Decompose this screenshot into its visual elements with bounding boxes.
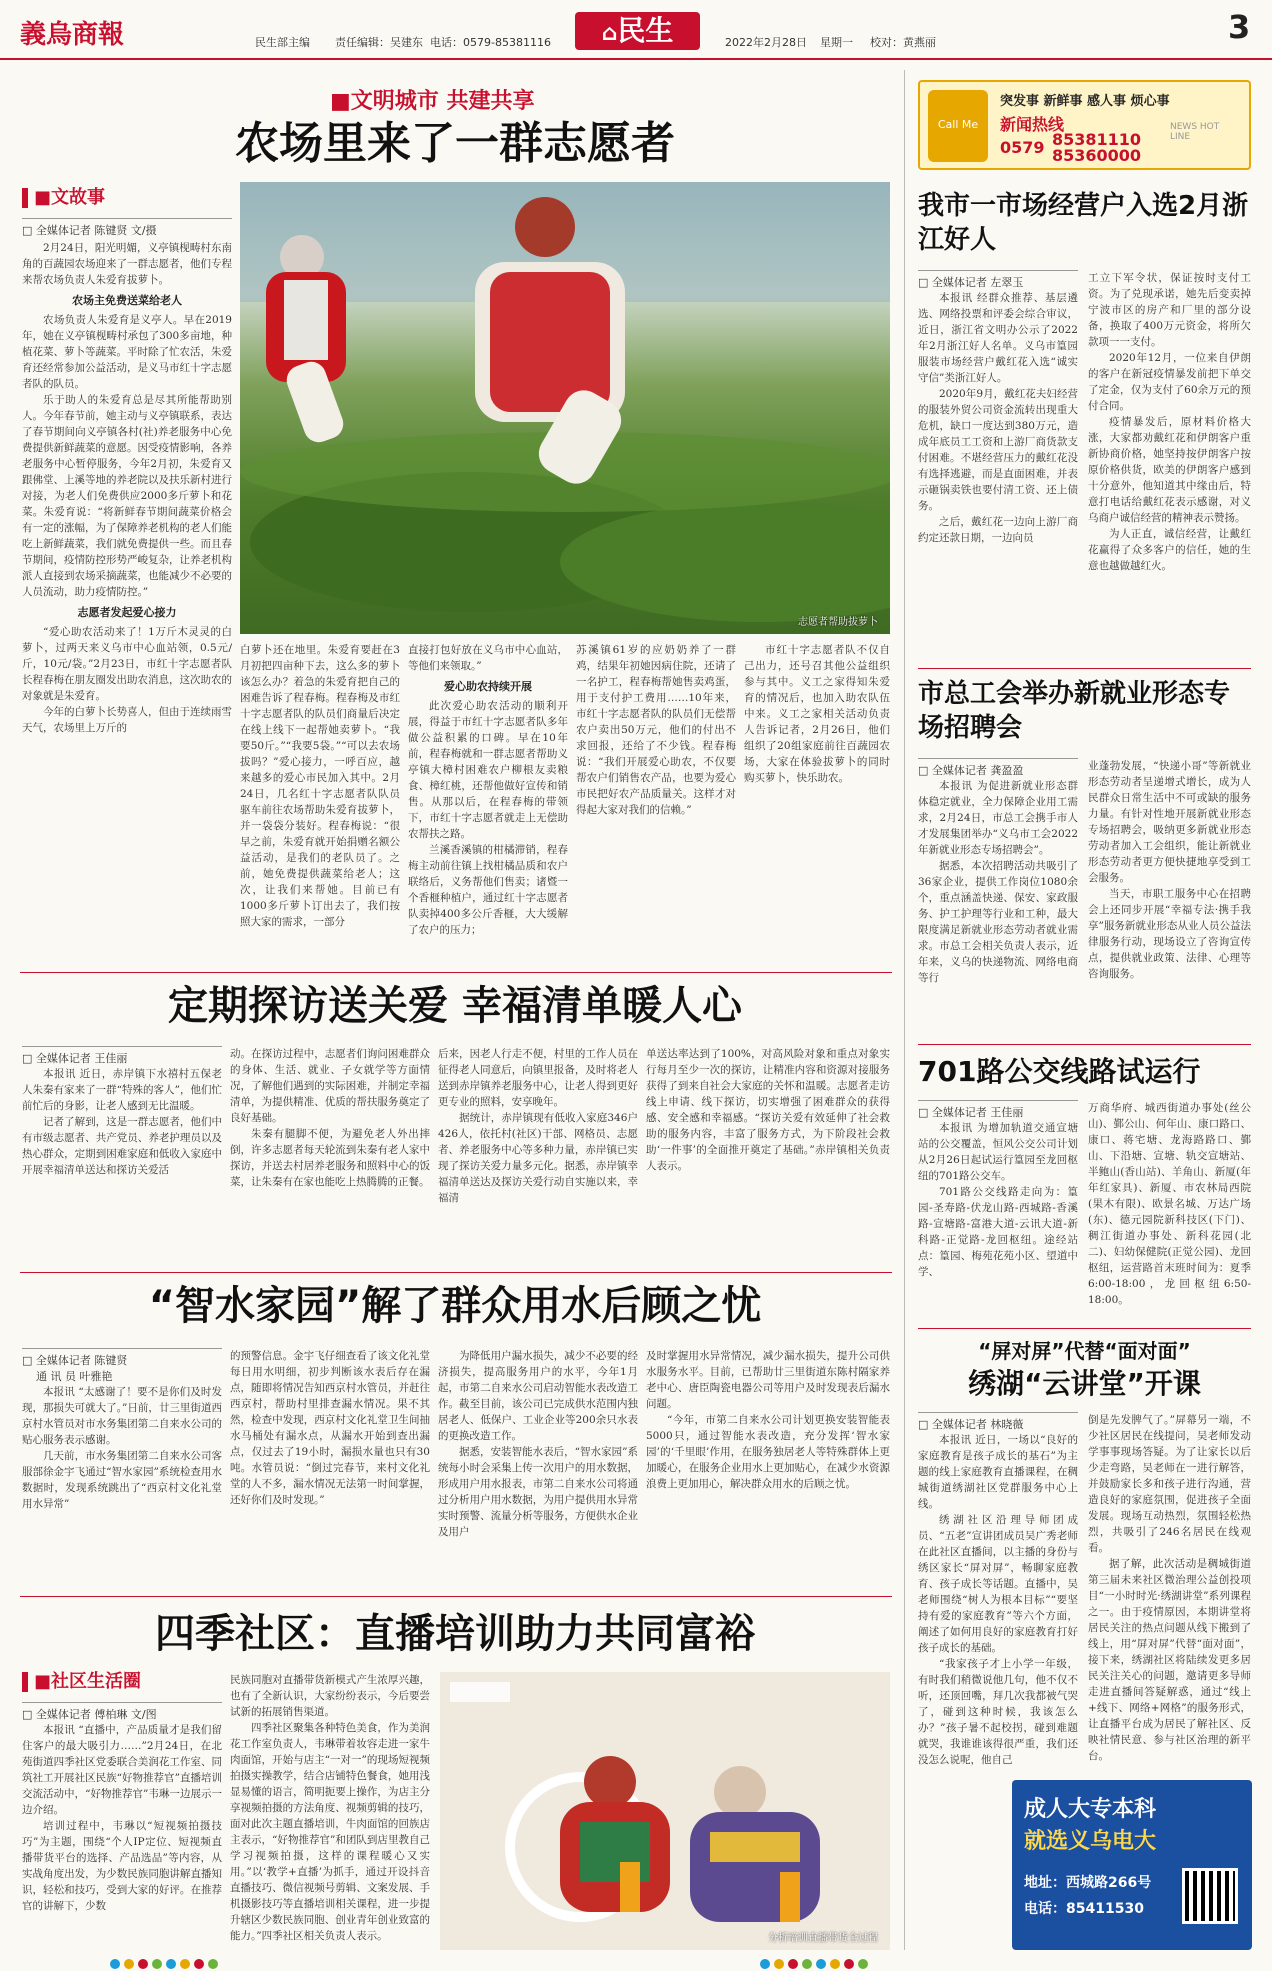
- right-article1-byline: □ 全媒体记者 左翠玉: [918, 270, 1078, 290]
- right-article4-paragraph: 据了解，此次活动是稠城街道第三届未来社区微治理公益创投项目“一小时时光·绣湖讲堂”系列课程之一。由于疫情原因，本期讲堂将居民关注的热点问题从线下搬到了线上，用“屏对屏”代替“面对面”，接下来，绣湖社区将陆续发更多居民关注关心的问题，邀请更多导师走进直播间答疑解惑，通过“线上+线下、网络+网格”的服务形式，让直播平台成为居民了解社区、反映社情民意、参与社区治理的新平台。: [1088, 1558, 1251, 1762]
- square-icon: □: [22, 1052, 36, 1065]
- article2-paragraph: 朱秦有腿脚不便，为避免老人外出摔倒，许多志愿者每天轮流到朱秦有老人家中探访，并送去村居养老服务和照料中心的饭菜，让朱秦有在家也能吃上热腾腾的正餐。: [230, 1128, 430, 1188]
- section-title: ⌂民生: [575, 12, 700, 50]
- article3-paragraph: 本报讯 “太感谢了！要不是你们及时发现，那损失可就大了。”日前，廿三里街道西京村水管员对市水务集团第二自来水公司的贴心服务表示感谢。: [22, 1386, 222, 1446]
- article4-paragraph: 本报讯 “直播中，产品质量才是我们留住客户的最大吸引力……”2月24日，在北苑街道四季社区党委联合美润花工作室、同筑社工开展社区民族“好物推荐官”直播培训交流活动中，“好物推荐官”韦琳一边展示一边介绍。: [22, 1724, 222, 1816]
- square-icon: □: [22, 1354, 36, 1367]
- article1-kicker: ■文明城市 共建共享: [330, 89, 535, 114]
- article4-paragraph: 培训过程中，韦琳以“短视频拍摄技巧”为主题，围绕“个人IP定位、短视频直播带货平台的选择、产品选品”等内容，从实战角度出发，为少数民族同胞讲解直播知识，轻松和技巧，受到大家的好评。在推荐官的讲解下，少数: [22, 1820, 222, 1912]
- article4-column-2: [230, 1672, 430, 1950]
- hotline-number-2: 85360000: [1052, 146, 1142, 165]
- right-article1-paragraph: 之后，戴红花一边向上游厂商约定还款日期，一边向员: [918, 516, 1078, 544]
- right-article2-headline: 市总工会举办新就业形态专场招聘会: [918, 679, 1231, 743]
- footer-dots-left: [110, 1954, 222, 1971]
- volunteers-photo: [240, 182, 890, 634]
- right-article3-paragraph: 万商华府、城西街道办事处(丝公山)、鄞公山、何年山、康口路口、康口、蒋宅塘、龙海路路口、鄞山、下沿塘、宣塘、轨交宣塘站、半鲍山(香山站)、羊角山、新厦(年年红家具)、新厦、市农林局西院(果木有限)、欧景名城、万达广场(东)、德元园院新科技区(下门)、稠江街道办事处、新科花园(北二)、妇幼保健院(正觉公园)、龙回枢纽，运营路首末班时间为：夏季6:00-18:00，龙回枢纽6:50-18:00。: [1088, 1102, 1251, 1306]
- right-article1-column-2: [1088, 270, 1251, 660]
- right-article2-byline: □ 全媒体记者 龚盈盈: [918, 758, 1078, 778]
- article1-paragraph: 乐于助人的朱爱育总是尽其所能帮助别人。今年春节前，她主动与义亭镇联系，表达了春节期间向义亭镇各村(社)养老服务中心免费提供新鲜蔬菜的意愿。因受疫情影响，各养老服务中心暂停服务，今年2月初，朱爱育又跟佛堂、上溪等地的养老院以及扶乐新村进行对接，为老人们免费供应2000多斤萝卜和花菜。朱爱育说：“将新鲜春节期间蔬菜价格会有一定的涨幅，为了保障养老机构的老人们能吃上新鲜蔬菜，我们就免费提供一些。而且春节期间，疫情防控形势严峻复杂，让养老机构派人直接到农场采摘蔬菜，也能减少不必要的人员流动，助力疫情防控。”: [22, 394, 232, 598]
- right-article1-paragraph: 本报讯 经群众推荐、基层遴选、网络投票和评委会综合审议，近日，浙江省文明办公示了2022年2月浙江好人名单。义乌市篁园服装市场经营户戴红花入选“诚实守信”类浙江好人。: [918, 292, 1078, 384]
- right-article4-column-2: [1088, 1412, 1251, 1772]
- article3-column-3: [438, 1348, 638, 1584]
- article1-paragraph: 2月24日，阳光明媚，义亭镇枧畴村东南角的百蔬园农场迎来了一群志愿者，他们专程来帮农场负责人朱爱育拔萝卜。: [22, 242, 232, 286]
- article3-paragraph: 的预警信息。金宇飞仔细查看了该文化礼堂每日用水明细，初步判断该水表后存在漏点，随即将情况告知西京村水管员，并赶往西京村，帮助村里排查漏水情况。果不其然，检查中发现，西京村文化礼堂卫生间抽水马桶处有漏水点，从漏水开始到查出漏点，仅过去了19小时，漏损水量也只有30吨。水管员说：“倒过完春节，来村文化礼堂的人不多，漏水情况无法第一时间掌握，还好你们及时发现。”: [230, 1350, 430, 1506]
- phone-icon: Call Me: [928, 90, 988, 162]
- article1-paragraph: 市红十字志愿者队不仅自己出力，还号召其他公益组织参与其中。义工之家得知朱爱育的情况后，也加入助农队伍中来。义工之家相关活动负责人告诉记者，2月26日，他们组织了20组家庭前往百蔬园农场，大家在体验拔萝卜的同时购买萝卜，快乐助农。: [744, 644, 890, 784]
- right-article1-column-1: [918, 290, 1078, 660]
- hotline-label: 新闻热线: [1000, 115, 1065, 134]
- right-article2-paragraph: 当天，市职工服务中心在招聘会上还同步开展“幸福专法·携手我享”服务新就业形态从业人员公益法律服务行动，现场设立了咨询宣传点，提供就业政策、法律、心理等咨询服务。: [1088, 888, 1251, 980]
- right-article4-byline: □ 全媒体记者 林晓薇: [918, 1412, 1078, 1432]
- article1-column-tag: ■文故事: [22, 188, 105, 208]
- right-article2-paragraph: 业蓬勃发展，“快递小哥”等新就业形态劳动者呈递增式增长，成为人民群众日常生活中不可或缺的服务力量。有针对性地开展新就业形态专场招聘会，吸纳更多新就业形态劳动者加入工会组织，能让新就业形态劳动者更方便快捷地享受到工会服务。: [1088, 760, 1251, 884]
- square-icon: □: [918, 764, 932, 777]
- right-article4-paragraph: 绣湖社区沿理导师团成员、“五老”宣讲团成员吴广秀老师在此社区直播间，以主播的身份与绣区家长“屏对屏”，畅聊家庭教育、孩子成长等话题。直播中，吴老师围绕“树人为根本目标”“要坚持有爱的家庭教育”等六个方面，阐述了如何用良好的家庭教育打好孩子成长的基础。: [918, 1514, 1078, 1654]
- right-article1-paragraph: 2020年9月，戴红花夫妇经营的服装外贸公司资金流转出现重大危机，缺口一度达到380万元，造成年底员工工资和上游厂商货款支付困难。不堪经营压力的戴红花没有选择逃避，而是直面困难，并表示砸锅卖铁也要付清工资、还上债务。: [918, 388, 1078, 512]
- right-article2-paragraph: 本报讯 为促进新就业形态群体稳定就业，全力保障企业用工需求，2月24日，市总工会携手市人才发展集团举办“义乌市工会2022年新就业形态专场招聘会”。: [918, 780, 1078, 856]
- hotline-area-code: 0579: [1000, 138, 1045, 157]
- article4-byline: □ 全媒体记者 傅柏琳 文/图: [22, 1702, 222, 1722]
- article1-headline: 农场里来了一群志愿者: [235, 118, 675, 169]
- article2-column-2: [230, 1046, 430, 1266]
- right-article2-paragraph: 据悉，本次招聘活动共吸引了36家企业，提供工作岗位1080余个，重点涵盖快递、保安、家政服务、护工护理等行业和工种，最大限度满足新就业形态劳动者就业需求。市总工会相关负责人表示，近年来，义乌的快递物流、网络电商等行: [918, 860, 1078, 984]
- footer-dots-right: [760, 1954, 872, 1971]
- right-article4-paragraph: 本报讯 近日，一场以“良好的家庭教育是孩子成长的基石”为主题的线上家庭教育直播课程，在稠城街道绣湖社区党群服务中心上线。: [918, 1434, 1078, 1510]
- article3-headline: “智水家园”解了群众用水后顾之忧: [148, 1283, 762, 1329]
- proofreader: 校对：黄燕丽: [870, 36, 936, 49]
- right-article4-paragraph: “我家孩子才上小学一年级，有时我们稍微说他几句，他不仅不听，还顶回嘴，拜几次我都被气哭了，碰到这种时候，我该怎么办？”孩子暑不起校拐，碰到难题就哭，我谁谁该得很严重，我们还没怎么说呢，他自己: [918, 1658, 1078, 1766]
- article1-paragraph: 今年的白萝卜长势喜人，但由于连续雨雪天气，农场里上万斤的: [22, 706, 232, 734]
- article3-paragraph: 几天前，市水务集团第二自来水公司客服部徐金宇飞通过“智水家园”系统检查用水数据时，发现系统跳出了“西京村文化礼堂用水异常”: [22, 1450, 222, 1510]
- divider: [20, 1272, 892, 1273]
- square-icon: □: [918, 1418, 932, 1431]
- article4-column-tag: ■社区生活圈: [22, 1672, 141, 1692]
- article1-paragraph: 直接打包好放在义乌市中心血站，等他们来领取。”: [408, 644, 568, 672]
- article1-subhead-3: 爱心助农持续开展: [444, 680, 532, 693]
- article2-paragraph: 单送达率达到了100%，对高风险对象和重点对象实行每月至少一次的探访，让精准内容和资源对接服务获得了到来自社会大家庭的关怀和温暖。志愿者走访线上申请、线下探访，切实增强了困难群众的获得感、安全感和幸福感。“探访关爱有效延伸了社会救助的服务内容，丰富了服务方式，为下阶段社会救助‘一件事’的全面推开奠定了基础。”赤岸镇相关负责人表示。: [646, 1048, 890, 1172]
- article1-paragraph: 兰溪香溪镇的柑橘滞销，程春梅主动前往镇上找柑橘品质和农户联络后，义务帮他们售卖；诸暨一个香榧种植户，通过红十字志愿者队卖掉400多公斤香榧，大大缓解了农户的压力；: [408, 844, 568, 936]
- article4-column-1: [22, 1722, 222, 1950]
- column-divider: [904, 70, 905, 1950]
- right-article1-paragraph: 疫情暴发后，原材料价格大涨，大家都劝戴红花和伊朗客户重新协商价格，她坚持按伊朗客户按原价格供货，欧美的伊朗客户感到十分意外，他知道其中缘由后，特意打电话给戴红花表示感谢，对义乌商户诚信经营的精神表示赞扬。: [1088, 416, 1251, 524]
- article2-byline: □ 全媒体记者 王佳丽: [22, 1046, 222, 1066]
- article2-paragraph: 据统计，赤岸镇现有低收入家庭346户426人，依托村(社区)干部、网格员、志愿者、养老服务中心等多种力量，赤岸镇已实现了探访关爱力量多元化。据悉，赤岸镇幸福清单送达及探访关爱行动自实施以来，幸福清: [438, 1112, 638, 1204]
- right-article4-paragraph: 倒是先发脾气了。”屏幕另一端，不少社区居民在线提问，吴老师发动学事事现场答疑。为了让家长以后少走弯路，吴老师在一进行解答，并鼓励家长多和孩子进行沟通，营造良好的家庭氛围，促进孩子全面发展。现场互动热烈，氛围轻松热烈，共吸引了246名居民在线观看。: [1088, 1414, 1251, 1554]
- right-article1-paragraph: 为人正直，诚信经营，让戴红花赢得了众多客户的信任，她的生意也越做越红火。: [1088, 528, 1251, 572]
- phone-label: 电话：0579-85381116: [430, 36, 551, 49]
- article4-photo-caption: 分析培训直播带货全过程: [768, 1933, 878, 1944]
- article3-byline: □ 全媒体记者 陈键贤 通 讯 员 叶雅艳: [22, 1348, 222, 1384]
- right-article3-paragraph: 本报讯 为增加轨道交通宣塘站的公交覆盖，恒风公交公司计划从2月26日起试运行篁园至龙回枢纽的701路公交车。: [918, 1122, 1078, 1182]
- divider: [918, 1328, 1251, 1329]
- article1-paragraph: 白萝卜还在地里。朱爱育要赶在3月初把四亩种下去，这么多的萝卜该怎么办？着急的朱爱育把自己的困难告诉了程春梅。程春梅及市红十字志愿者队的队员们商量后决定在线上线下一起帮她卖萝卜。“我要50斤。”“我要5袋。”“可以去农场拔吗？”爱心接力，一呼百应，越来越多的爱心市民加入其中。2月24日，几名红十字志愿者队队员驱车前往农场帮助朱爱育拔萝卜，并一袋袋分装好。程春梅说：“很早之前，朱爱育就开始捐赠名额公益活动，是我们的老队员了。之前，她免费提供蔬菜给老人；这次，让我们来帮她。目前已有1000多斤萝卜订出去了，我们按照大家的需求，一部分: [240, 644, 400, 928]
- article1-column-5: [744, 642, 890, 965]
- right-article2-column-1: [918, 778, 1078, 1036]
- ad-line-2: 就选义乌电大: [1024, 1829, 1157, 1854]
- qr-code-icon[interactable]: [1182, 1868, 1238, 1924]
- article4-paragraph: 民族同胞对直播带货新模式产生浓厚兴趣，也有了全新认识，大家纷纷表示，今后要尝试新的拓展销售渠道。: [230, 1674, 430, 1718]
- article2-paragraph: 记者了解到，这是一群志愿者，他们中有市级志愿者、共产党员、养老护理员以及热心群众，定期到困难家庭和低收入家庭中开展幸福清单送达和探访关爱活: [22, 1116, 222, 1176]
- article1-column-2: [240, 642, 400, 965]
- photo-illustration: [440, 1672, 890, 1950]
- article1-photo-caption: 志愿者帮助拔萝卜: [798, 617, 878, 628]
- article4-headline: 四季社区：直播培训助力共同富裕: [155, 1611, 755, 1657]
- article3-paragraph: 及时掌握用水异常情况，减少漏水损失，提升公司供水服务水平。目前，已帮助廿三里街道东陈村隔家养老中心、唐臣陶瓷电器公司等用户及时发现表后漏水问题。: [646, 1350, 890, 1410]
- article1-column-1: [22, 240, 232, 965]
- right-article3-column-2: [1088, 1100, 1251, 1320]
- square-icon: □: [22, 224, 36, 237]
- divider: [918, 1044, 1251, 1045]
- article1-paragraph: 农场负责人朱爱育是义亭人。早在2019年，她在义亭镇枧畴村承包了300多亩地，种植花菜、萝卜等蔬菜。平时除了忙农活，朱爱育还经常参加公益活动，是义马市红十字志愿者队的队员。: [22, 314, 232, 390]
- issue-date: 2022年2月28日: [725, 36, 807, 49]
- responsible-editor: 责任编辑：吴建东: [335, 36, 423, 49]
- right-article2-column-2: [1088, 758, 1251, 1036]
- right-article1-headline: 我市一市场经营户入选2月浙江好人: [918, 191, 1249, 255]
- divider: [918, 668, 1251, 669]
- article1-byline: □ 全媒体记者 陈键贤 文/摄: [22, 218, 232, 238]
- house-icon: ⌂: [601, 21, 618, 46]
- hotline-tags: 突发事 新鲜事 感人事 烦心事: [1000, 94, 1170, 109]
- article3-column-1: [22, 1384, 222, 1584]
- divider: [20, 972, 892, 973]
- article2-column-1: [22, 1066, 222, 1266]
- divider: [20, 1596, 892, 1597]
- right-article1-paragraph: 工立下军令状，保证按时支付工资。为了兑现承诺，她先后变卖掉宁波市区的房产和厂里的部分设备，换取了400万元资金，将所欠款项一一支付。: [1088, 272, 1251, 348]
- article4-paragraph: 四季社区聚集各种特色美食，作为美润花工作室负责人，韦琳带着妆容走进一家牛肉面馆，开始与店主“一对一”的现场短视频拍摄实操教学，结合店铺特色餐食，她用浅显易懂的语言，简明扼要上操作，为店主分享视频拍摄的方法角度、视频剪辑的技巧，面对此次主题直播培训，牛肉面馆的回族店主表示，“好物推荐官”和团队到店里教自己学习视频拍摄，这样的课程暖心又实用。”以‘教学+直播’为抓手，通过开设抖音直播技巧、微信视频号剪辑、文案发展、手机摄影技巧等直播培训相关课程，进一步提升辖区少数民族同胞、创业青年创业致富的能力。”四季社区相关负责人表示。: [230, 1722, 430, 1942]
- right-article1-paragraph: 2020年12月，一位来自伊朗的客户在新冠疫情暴发前把下单交了定金，仅为支付了60余万元的预付合同。: [1088, 352, 1251, 412]
- right-article4-headline: 绣湖“云讲堂”开课: [968, 1367, 1201, 1400]
- article2-column-4: [646, 1046, 890, 1266]
- right-article3-column-1: [918, 1120, 1078, 1320]
- university-ad: [1012, 1780, 1252, 1950]
- square-icon: □: [918, 1106, 932, 1119]
- hotline-english: NEWS HOT LINE: [1170, 122, 1220, 142]
- right-article3-byline: □ 全媒体记者 王佳丽: [918, 1100, 1078, 1120]
- article1-paragraph: “爱心助农活动来了！1万斤木灵灵的白萝卜，过两天来义乌市中心血站领，0.5元/斤，10元/袋。”2月23日，市红十字志愿者队长程春梅在朋友圈发出助农消息，这次助农的对象就是朱爱育。: [22, 626, 232, 702]
- article3-paragraph: 据悉，安装智能水表后，“智水家园”系统每小时会采集上传一次用户的用水数据，形成用户用水报表，市第二自来水公司将通过分析用户用水数据，为用户提供用水异常实时预警、流量分析等服务，方便供水企业及用户: [438, 1446, 638, 1538]
- hotline-number-1: 85381110: [1052, 130, 1142, 149]
- issue-weekday: 星期一: [820, 36, 853, 49]
- article3-paragraph: “今年，市第二自来水公司计划更换安装智能表5000只，通过智能水表改造，充分发挥‘智水家园’的‘千里眼’作用，在服务独居老人等特殊群体上更加暖心，在服务企业用水上更加贴心，在减少水资源浪费上更加用心，解决群众用水的后顾之忧。: [646, 1414, 890, 1490]
- article3-column-2: [230, 1348, 430, 1584]
- article1-column-3: [408, 642, 568, 965]
- ad-address: 地址：西城路266号: [1024, 1875, 1152, 1891]
- livestream-photo: [440, 1672, 890, 1950]
- right-article3-paragraph: 701路公交线路走向为：篁园-圣寿路-伏龙山路-西城路-香溪路-宣塘路-富港大道-云讯大道-新科路-正觉路-龙回枢纽。途经站点：篁园、梅苑花苑小区、望道中学、: [918, 1186, 1078, 1278]
- ad-phone: 电话：85411530: [1024, 1901, 1144, 1917]
- article2-paragraph: 动。在探访过程中，志愿者们询问困难群众的身体、生活、就业、子女就学等方面情况，了解他们遇到的实际困难，并制定幸福清单，为提供精准、优质的帮扶服务奠定了良好基础。: [230, 1048, 430, 1124]
- photo-illustration: [240, 182, 890, 634]
- article1-paragraph: 此次爱心助农活动的顺利开展，得益于市红十字志愿者队多年做公益积累的口碑。早在10年前，程春梅就和一群志愿者帮助义亭镇大樟村困难农户柳根友卖粮食、樟红桃，还帮他做好宣传和销售。从那以后，在程春梅的带领下，市红十字志愿者就走上无偿助农帮扶之路。: [408, 700, 568, 840]
- news-hotline-box: [918, 80, 1251, 170]
- article1-column-4: [576, 642, 736, 965]
- page-number: 3: [1228, 8, 1251, 46]
- square-icon: □: [918, 276, 932, 289]
- article2-paragraph: 本报讯 近日，赤岸镇下水禧村五保老人朱秦有家来了一群“特殊的客人”，他们忙前忙后的身影，让老人感到无比温暖。: [22, 1068, 222, 1112]
- article2-headline: 定期探访送关爱 幸福清单暖人心: [168, 983, 742, 1029]
- article1-subhead-2: 志愿者发起爱心接力: [77, 606, 177, 619]
- right-article3-headline: 701路公交线路试运行: [918, 1055, 1201, 1088]
- editor-label: 民生部主编: [255, 36, 310, 49]
- article1-subhead-1: 农场主免费送菜给老人: [72, 294, 182, 307]
- article3-paragraph: 为降低用户漏水损失，减少不必要的经济损失，提高服务用户的水平，今年1月起，市第二自来水公司启动智能水表改造工作。截至目前，该公司已完成供水范围内独居老人、低保户、工业企业等200余只水表的更换改造工作。: [438, 1350, 638, 1442]
- article2-paragraph: 后来，因老人行走不便，村里的工作人员在征得老人同意后，向镇里报备，及时将老人送到赤岸镇养老服务中心，让老人得到更好更专业的照料，安享晚年。: [438, 1048, 638, 1108]
- right-article4-kicker: “屏对屏”代替“面对面”: [978, 1339, 1191, 1363]
- article2-column-3: [438, 1046, 638, 1266]
- square-icon: □: [22, 1708, 36, 1721]
- article1-paragraph: 苏溪镇61岁的应奶奶养了一群鸡，结果年初她因病住院，还请了一名护工，程春梅帮她售卖鸡蛋，用于支付护工费用……10年来，市红十字志愿者队的队员们无偿帮农户卖出50万元，他们的付出不求回报，还给了不少钱。程春梅说：“我们开展爱心助农，不仅要帮农户们销售农产品，也要为爱心市民把好农产品质量关。这样才对得起大家对我们的信赖。”: [576, 644, 736, 816]
- newspaper-logo: 義烏商報: [20, 20, 125, 50]
- article3-column-4: [646, 1348, 890, 1584]
- ad-line-1: 成人大专本科: [1024, 1797, 1157, 1822]
